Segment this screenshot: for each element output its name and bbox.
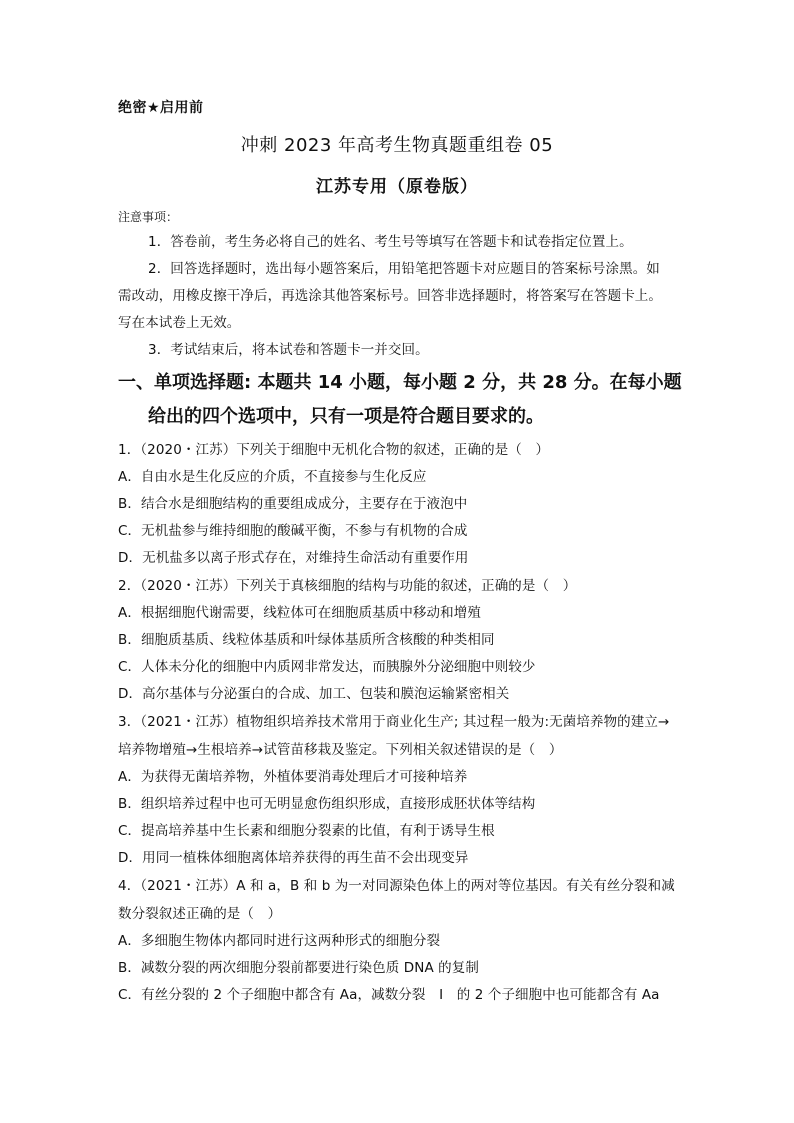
notice-item-2-line-3: 写在本试卷上无效。 bbox=[118, 315, 241, 331]
question-4-option-c: C．有丝分裂的 2 个子细胞中都含有 Aa，减数分裂 I 的 2 个子细胞中也可能都含有 Aa bbox=[118, 987, 660, 1003]
question-3-option-c: C．提高培养基中生长素和细胞分裂素的比值，有利于诱导生根 bbox=[118, 823, 495, 839]
page-title: 冲刺 2023 年高考生物真题重组卷 05 bbox=[240, 135, 554, 156]
question-1-option-d: D．无机盐多以离子形式存在，对维持生命活动有重要作用 bbox=[118, 550, 469, 566]
notice-item-2-line-1: 2．回答选择题时，选出每小题答案后，用铅笔把答题卡对应题目的答案标号涂黑。如 bbox=[148, 261, 660, 277]
question-2-option-b: B．细胞质基质、线粒体基质和叶绿体基质所含核酸的种类相同 bbox=[118, 632, 495, 648]
question-3-stem-line-2: 培养物增殖→生根培养→试管苗移栽及鉴定。下列相关叙述错误的是（ ） bbox=[118, 742, 563, 758]
question-1-option-c: C．无机盐参与维持细胞的酸碱平衡，不参与有机物的合成 bbox=[118, 523, 468, 539]
question-2-option-a: A．根据细胞代谢需要，线粒体可在细胞质基质中移动和增殖 bbox=[118, 605, 481, 621]
question-4-stem-line-2: 数分裂叙述正确的是（ ） bbox=[118, 906, 282, 922]
question-3-stem-line-1: 3．（2021・江苏）植物组织培养技术常用于商业化生产; 其过程一般为:无菌培养物的建立→ bbox=[118, 714, 670, 730]
section-heading-line-1: 一、单项选择题: 本题共 14 小题，每小题 2 分，共 28 分。在每小题 bbox=[118, 372, 682, 393]
question-4-option-a: A．多细胞生物体内都同时进行这两种形式的细胞分裂 bbox=[118, 933, 441, 949]
question-2-stem: 2．（2020・江苏）下列关于真核细胞的结构与功能的叙述，正确的是（ ） bbox=[118, 578, 577, 594]
notice-item-2-line-2: 需改动，用橡皮擦干净后，再选涂其他答案标号。回答非选择题时，将答案写在答题卡上。 bbox=[118, 288, 662, 304]
question-4-stem-line-1: 4．（2021・江苏）A 和 a，B 和 b 为一对同源染色体上的两对等位基因。有关有丝分裂和减 bbox=[118, 878, 675, 894]
question-2-option-d: D．高尔基体与分泌蛋白的合成、加工、包装和膜泡运输紧密相关 bbox=[118, 686, 510, 702]
question-4-option-b: B．减数分裂的两次细胞分裂前都要进行染色质 DNA 的复制 bbox=[118, 960, 479, 976]
page-subtitle: 江苏专用（原卷版） bbox=[316, 177, 478, 197]
question-1-option-a: A．自由水是生化反应的介质，不直接参与生化反应 bbox=[118, 469, 427, 485]
question-3-option-a: A．为获得无菌培养物，外植体要消毒处理后才可接种培养 bbox=[118, 769, 468, 785]
notice-item-3: 3．考试结束后，将本试卷和答题卡一并交回。 bbox=[148, 342, 429, 358]
question-3-option-b: B．组织培养过程中也可无明显愈伤组织形成，直接形成胚状体等结构 bbox=[118, 796, 536, 812]
question-1-stem: 1．（2020・江苏）下列关于细胞中无机化合物的叙述，正确的是（ ） bbox=[118, 442, 550, 458]
confidential-label: 绝密★启用前 bbox=[118, 100, 204, 116]
question-3-option-d: D．用同一植株体细胞离体培养获得的再生苗不会出现变异 bbox=[118, 850, 469, 866]
notice-heading: 注意事项： bbox=[118, 210, 179, 224]
notice-item-1: 1．答卷前，考生务必将自己的姓名、考生号等填写在答题卡和试卷指定位置上。 bbox=[148, 234, 633, 250]
section-heading-line-2: 给出的四个选项中，只有一项是符合题目要求的。 bbox=[148, 406, 544, 427]
question-1-option-b: B．结合水是细胞结构的重要组成成分，主要存在于液泡中 bbox=[118, 496, 468, 512]
question-2-option-c: C．人体未分化的细胞中内质网非常发达，而胰腺外分泌细胞中则较少 bbox=[118, 659, 536, 675]
